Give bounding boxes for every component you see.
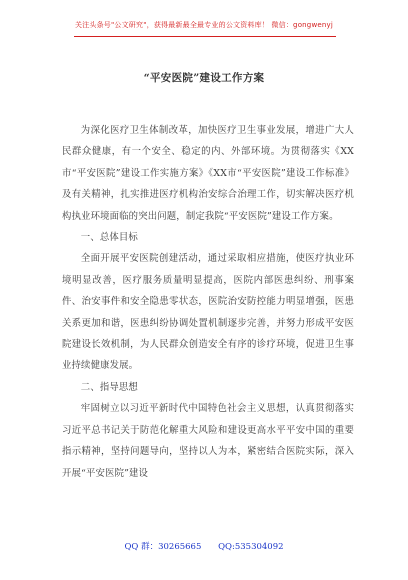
heading-guiding-ideology: 二、指导思想: [80, 381, 138, 393]
paragraph-overall-goal: 全面开展平安医院创建活动，通过采取相应措施，使医疗执业环境明显改善，医疗服务质量明显提高，医院内部医患纠纷、刑事案件、治安事件和安全隐患零状态，医院治安防控能力明显增强，医患关系更加和谐，医患纠纷协调处置机制逐步完善，并努力形成平安医院建设长效机制，为人民群众创造安全有序的诊疗环境，促进卫生事业持续健康发展。: [62, 253, 354, 372]
footer-qq-group: QQ 群：30265665: [124, 542, 202, 552]
paragraph-guiding-ideology: 牢固树立以习近平新时代中国特色社会主义思想，认真贯彻落实习近平总书记关于防范化解重大风险和建设更高水平平安中国的重要指示精神，坚持问题导向，坚持以人为本，紧密结合医院实际，深入开展“平安医院”建设: [62, 403, 354, 479]
paragraph-intro: 为深化医疗卫生体制改革，加快医疗卫生事业发展，增进广大人民群众健康，有一个安全、稳定的内、外部环境。为贯彻落实《XX市“平安医院”建设工作实施方案》《XX市“平安医院”建设工作标准》及有关精神，扎实推进医疗机构治安综合治理工作，切实解决医疗机构执业环境面临的突出问题，制定我院“平安医院”建设工作方案。: [62, 125, 354, 222]
footer-qq: QQ:535304092: [218, 542, 284, 552]
heading-overall-goal: 一、总体目标: [80, 232, 138, 244]
document-title: “平安医院”建设工作方案: [143, 72, 265, 84]
document-body: [62, 120, 354, 484]
header-banner: 关注头条号"公文研究"，获得最新最全最专业的公文资料库！ 微信：gongwenyj: [74, 21, 334, 29]
header-divider: [74, 36, 336, 37]
footer-contact: [0, 540, 408, 552]
